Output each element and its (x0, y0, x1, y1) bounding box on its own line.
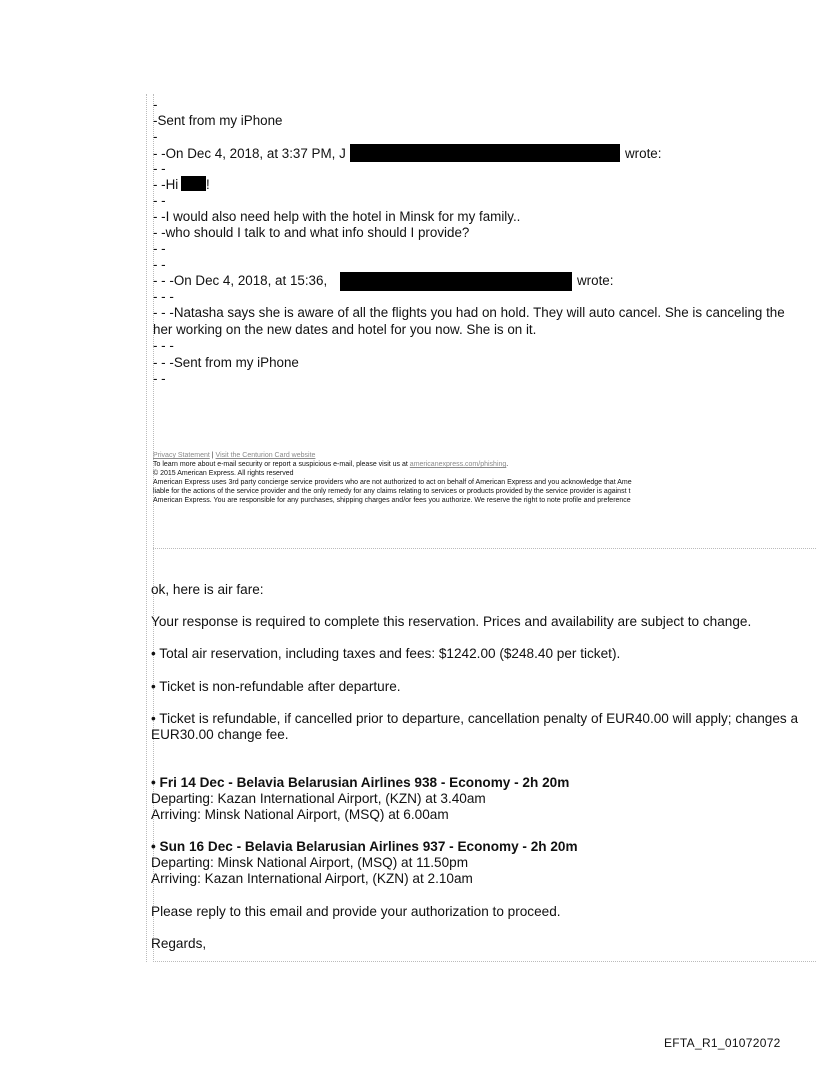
thread-line: - -Hi (153, 177, 179, 192)
regards-text: Regards, (151, 936, 207, 951)
thread-line: - - (153, 257, 166, 272)
centurion-card-link[interactable]: Visit the Centurion Card website (215, 452, 316, 459)
thread-line: - - -Natasha says she is aware of all the flights you had on hold. They will auto cancel. She is canceling the (153, 305, 785, 320)
thread-line: - - -On Dec 4, 2018, at 15:36, (153, 273, 328, 288)
refundable-bullet-cont: EUR30.00 change fee. (151, 727, 289, 742)
thread-line: - - (153, 161, 166, 176)
thread-line: - (153, 129, 158, 144)
total-fare-bullet: • Total air reservation, including taxes and fees: $1242.00 ($248.40 per ticket). (151, 646, 621, 661)
security-row (153, 460, 816, 469)
thread-line: - - (153, 241, 166, 256)
security-text: To learn more about e-mail security or report a suspicious e-mail, please visit us at (153, 461, 408, 468)
thread-line: - -I would also need help with the hotel in Minsk for my family.. (153, 209, 521, 224)
flight1-departing: Departing: Kazan International Airport, (KZN) at 3.40am (151, 791, 486, 806)
thread-line: ! (206, 177, 210, 192)
thread-line: - - (153, 371, 166, 386)
thread-line: wrote: (625, 146, 662, 161)
phishing-link[interactable]: americanexpress.com/phishing (409, 461, 507, 468)
nonrefundable-bullet: • Ticket is non-refundable after departure. (151, 679, 401, 694)
privacy-statement-link[interactable]: Privacy Statement (153, 452, 210, 459)
thread-line: - -On Dec 4, 2018, at 3:37 PM, J (153, 146, 346, 161)
thread-line: her working on the new dates and hotel for you now. She is on it. (153, 322, 537, 337)
flight2-title: • Sun 16 Dec - Belavia Belarusian Airlines 937 - Economy - 2h 20m (151, 839, 578, 854)
disclaimer-line: liable for the actions of the service provider and the only remedy for any claims relating to services or products provided by the service provider is against t (153, 488, 631, 495)
disclaimer-line: American Express. You are responsible for any purchases, shipping charges and/or fees you authorize. We reserve the right to note profile and preference (153, 497, 631, 504)
document-id: EFTA_R1_01072072 (664, 1036, 781, 1050)
thread-line: - - - (153, 289, 174, 304)
disclaimer-line: American Express uses 3rd party concierge service providers who are not authorized to act on behalf of American Express and you acknowledge that Ame (153, 479, 632, 486)
flight2-departing: Departing: Minsk National Airport, (MSQ) at 11.50pm (151, 855, 469, 870)
copyright-text: © 2015 American Express. All rights reserved (153, 470, 294, 477)
thread-line: -Sent from my iPhone (153, 113, 283, 128)
flight2-arriving: Arriving: Kazan International Airport, (KZN) at 2.10am (151, 871, 473, 886)
flight1-title: • Fri 14 Dec - Belavia Belarusian Airlines 938 - Economy - 2h 20m (151, 775, 570, 790)
security-end: . (506, 461, 509, 468)
thread-line: - - (153, 193, 166, 208)
bottom-divider (153, 961, 816, 962)
redaction-box (181, 176, 206, 191)
thread-line: - - - (153, 338, 174, 353)
redaction-box (350, 144, 620, 162)
redaction-box (340, 272, 572, 291)
refundable-bullet: • Ticket is refundable, if cancelled prior to departure, cancellation penalty of EUR40.00 will apply; changes a (151, 711, 799, 726)
intro-text: ok, here is air fare: (151, 582, 264, 597)
thread-line: wrote: (577, 273, 614, 288)
thread-line: - - -Sent from my iPhone (153, 355, 299, 370)
footer-divider (153, 548, 816, 549)
reservation-required-text: Your response is required to complete this reservation. Prices and availability are subject to change. (151, 614, 752, 629)
reply-request-text: Please reply to this email and provide your authorization to proceed. (151, 904, 561, 919)
thread-line: - (153, 97, 158, 112)
amex-footer (153, 451, 816, 505)
flight1-arriving: Arriving: Minsk National Airport, (MSQ) at 6.00am (151, 807, 449, 822)
thread-line: - -who should I talk to and what info should I provide? (153, 225, 470, 240)
footer-separator: | (211, 452, 214, 459)
footer-links-row (153, 451, 816, 460)
